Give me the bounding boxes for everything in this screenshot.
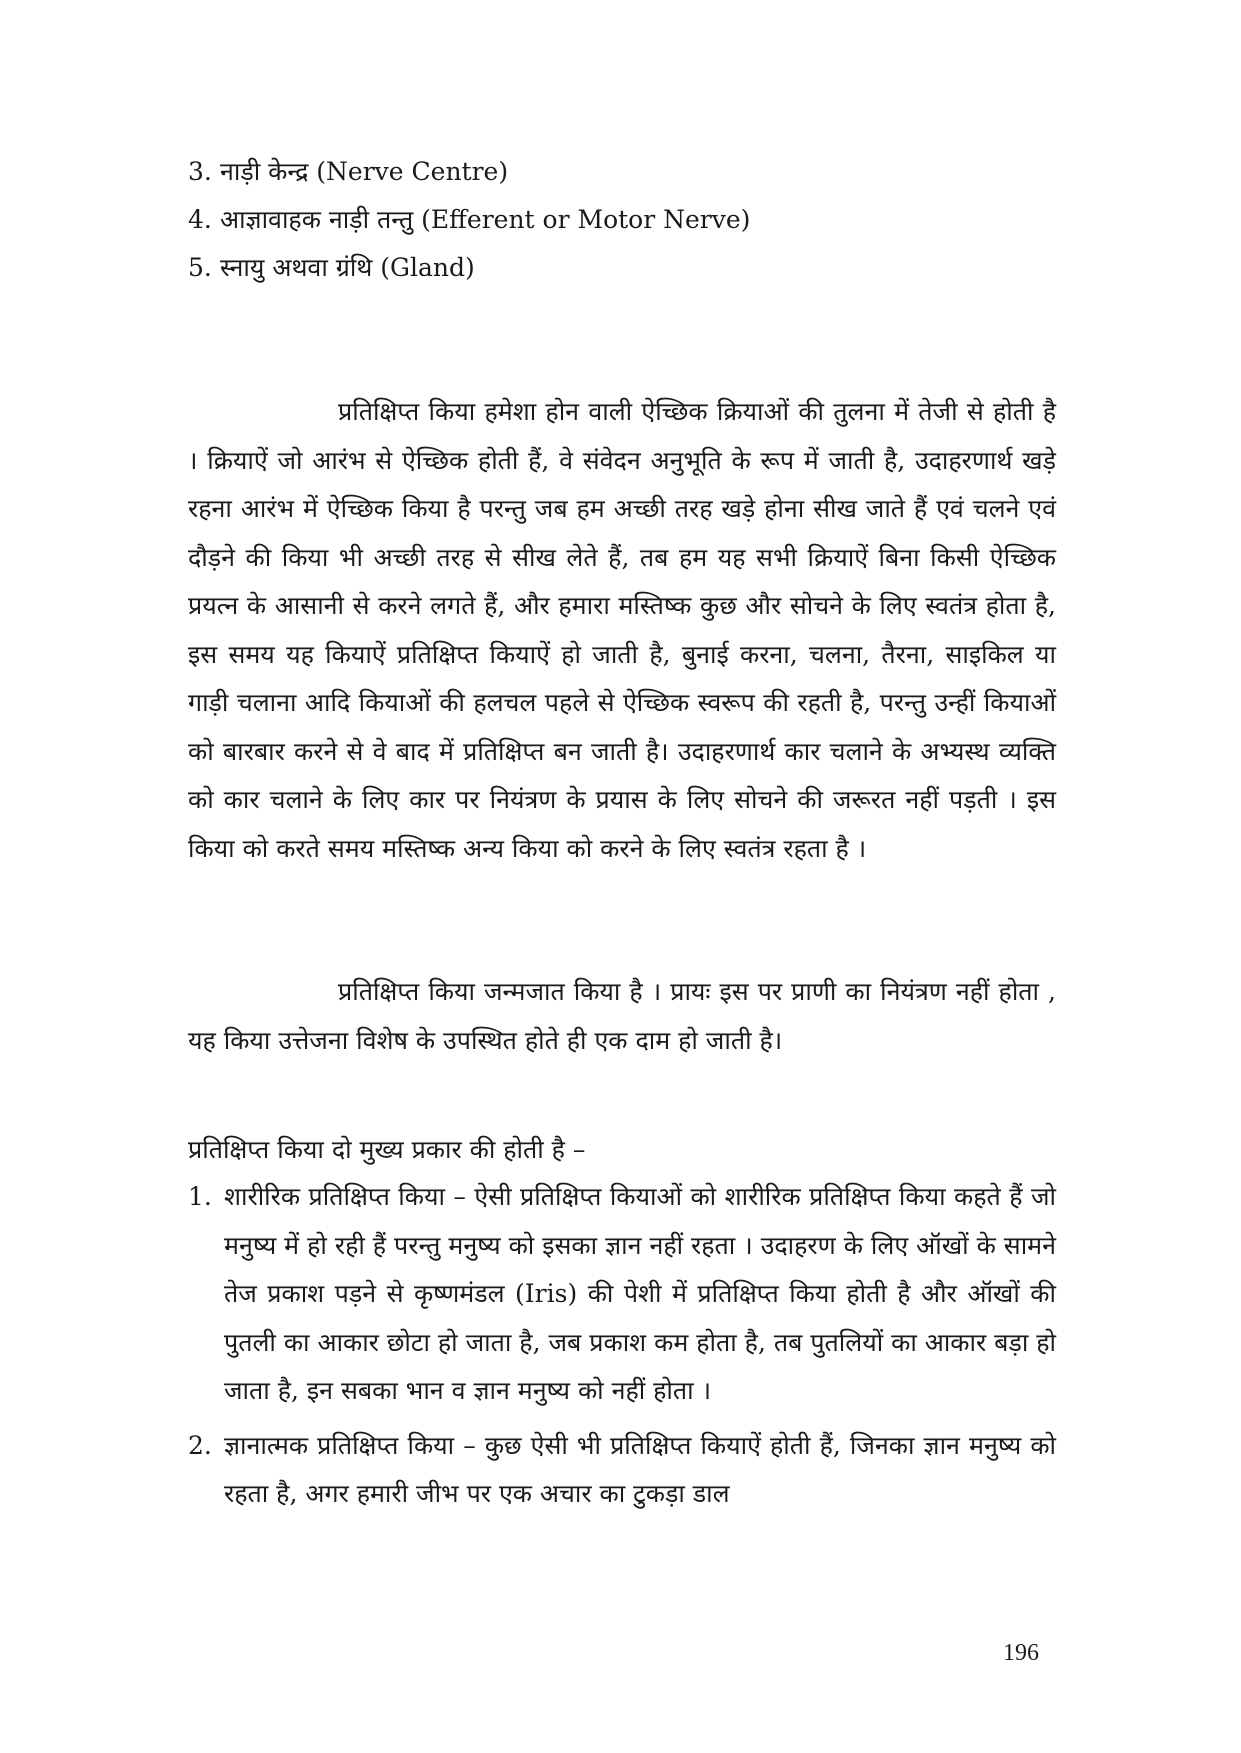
body-paragraph: प्रतिक्षिप्त किया जन्मजात किया है । प्रायः इस पर प्राणी का नियंत्रण नहीं होता , यह किया उत्तेजना विशेष के उपस्थित होते ही एक दाम हो जाती है। <box>188 977 1056 1055</box>
list-item <box>188 196 1056 244</box>
list-item <box>188 244 1056 292</box>
list-item-number: 1. <box>188 1182 212 1211</box>
list-item-number: 4. <box>188 205 212 234</box>
list-item <box>188 1422 1056 1519</box>
list-item-text: आज्ञावाहक नाड़ी तन्तु (Efferent or Motor Nerve) <box>220 205 751 234</box>
intro-list <box>188 148 1056 292</box>
list-item-number: 3. <box>188 157 212 186</box>
body-paragraph: प्रतिक्षिप्त किया हमेशा होन वाली ऐच्छिक क्रियाओं की तुलना में तेजी से होती है । क्रियाऐं जो आरंभ से ऐच्छिक होती हैं, वे संवेदन अनुभूति के रूप में जाती है, उदाहरणार्थ खड़े रहना आरंभ में ऐच्छिक किया है परन्तु जब हम अच्छी तरह खड़े होना सीख जाते हैं एवं चलने एवं दौड़ने की किया भी अच्छी तरह से सीख लेते हैं, तब हम यह सभी क्रियाऐं बिना किसी ऐच्छिक प्रयत्न के आसानी से करने लगते हैं, और हमारा मस्तिष्क कुछ और सोचने के लिए स्वतंत्र होता है, इस समय यह कियाऐं प्रतिक्षिप्त कियाऐं हो जाती है, बुनाई करना, चलना, तैरना, साइकिल या गाड़ी चलाना आदि कियाओं की हलचल पहले से ऐच्छिक स्वरूप की रहती है, परन्तु उन्हीं कियाओं को बारबार करने से वे बाद में प्रतिक्षिप्त बन जाती है। उदाहरणार्थ कार चलाने के अभ्यस्थ व्यक्ति को कार चलाने के लिए कार पर नियंत्रण के प्रयास के लिए सोचने की जरूरत नहीं पड़ती । इस किया को करते समय मस्तिष्क अन्य किया को करने के लिए स्वतंत्र रहता है । <box>188 397 1056 863</box>
list-item <box>188 1173 1056 1416</box>
list-item-text: शारीरिक प्रतिक्षिप्त किया – ऐसी प्रतिक्षिप्त कियाओं को शारीरिक प्रतिक्षिप्त किया कहते हैं जो मनुष्य में हो रही हैं परन्तु मनुष्य को इसका ज्ञान नहीं रहता । उदाहरण के लिए ऑखों के सामने तेज प्रकाश पड़ने से कृष्णमंडल (Iris) की पेशी में प्रतिक्षिप्त किया होती है और ऑखों की पुतली का आकार छोटा हो जाता है, जब प्रकाश कम होता है, तब पुतलियों का आकार बड़ा हो जाता है, इन सबका भान व ज्ञान मनुष्य को नहीं होता । <box>224 1182 1056 1405</box>
list-item-text: ज्ञानात्मक प्रतिक्षिप्त किया – कुछ ऐसी भी प्रतिक्षिप्त कियाऐं होती हैं, जिनका ज्ञान मनुष्य को रहता है, अगर हमारी जीभ पर एक अचार का टुकड़ा डाल <box>224 1430 1056 1508</box>
list-item <box>188 148 1056 196</box>
page-number: 196 <box>1003 1640 1039 1666</box>
list-item-text: स्नायु अथवा ग्रंथि (Gland) <box>220 253 475 282</box>
types-list <box>188 1173 1056 1519</box>
list-item-text: नाड़ी केन्द्र (Nerve Centre) <box>220 157 509 186</box>
section-heading: प्रतिक्षिप्त किया दो मुख्य प्रकार की होती है – <box>188 1135 586 1164</box>
list-item-number: 5. <box>188 253 212 282</box>
list-item-number: 2. <box>188 1430 212 1460</box>
